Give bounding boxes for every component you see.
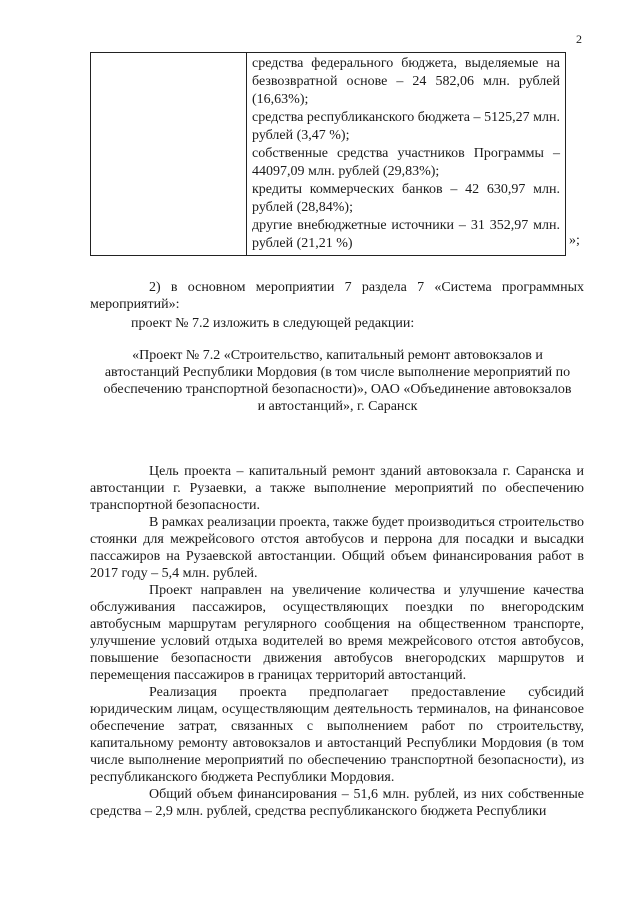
budget-table	[90, 52, 566, 256]
budget-table-row	[91, 53, 566, 256]
paragraph-subsidies: Реализация проекта предполагает предоставление субсидий юридическим лицам, осуществляющим деятельность терминалов, на финансовое обеспечение затрат, связанных с выполнением работ по строительству, капитальному ремонту автовокзалов и автостанций Республики Мордовия (в том числе выполнение мероприятий по обеспечению транспортной безопасности), из республиканского бюджета Республики Мордовия.	[90, 685, 584, 785]
amendment-intro-text: 2) в основном мероприятии 7 раздела 7 «Система программных мероприятий»:	[90, 280, 584, 312]
document-body	[90, 463, 584, 820]
paragraph-goal: Цель проекта – капитальный ремонт зданий автовокзала г. Саранска и автостанции г. Рузаевки, а также выполнение мероприятий по обеспечению транспортной безопасности.	[90, 464, 584, 513]
budget-line-participants: собственные средства участников Программы – 44097,09 млн. рублей (29,83%);	[252, 146, 560, 179]
paragraph-financing: Общий объем финансирования – 51,6 млн. рублей, из них собственные средства – 2,9 млн. рублей, средства республиканского бюджета Республики	[90, 787, 584, 819]
budget-table-right-cell	[247, 53, 566, 256]
project-title: «Проект № 7.2 «Строительство, капитальный ремонт автовокзалов и автостанций Республики Мордовия (в том числе выполнение мероприятий по обеспечению транспортной безопасности)», ОАО «Объединение автовокзалов и автостанций», г. Саранск	[103, 348, 572, 414]
budget-table-left-cell	[91, 53, 247, 256]
budget-line-federal: средства федерального бюджета, выделяемые на безвозвратной основе – 24 582,06 млн. рублей (16,63%);	[252, 56, 560, 107]
amendment-instruction: проект № 7.2 изложить в следующей редакции:	[131, 316, 415, 331]
budget-line-other-sources: другие внебюджетные источники – 31 352,97 млн. рублей (21,21 %)	[252, 218, 560, 251]
amendment-intro	[90, 279, 584, 313]
budget-line-bank-credits: кредиты коммерческих банков – 42 630,97 млн. рублей (28,84%);	[252, 182, 560, 215]
budget-line-republic: средства республиканского бюджета – 5125,27 млн. рублей (3,47 %);	[252, 110, 560, 143]
page-number: 2	[576, 32, 582, 46]
paragraph-scope: В рамках реализации проекта, также будет производиться строительство стоянки для межрейсового отстоя автобусов и перрона для посадки и высадки пассажиров на Рузаевской автостанции. Общий объем финансирования работ в 2017 году – 5,4 млн. рублей.	[90, 515, 584, 581]
paragraph-purpose: Проект направлен на увеличение количества и улучшение качества обслуживания пассажиров, осуществляющих поездки по внегородским автобусным маршрутам регулярного сообщения на общественном транспорте, улучшение условий отдыха водителей во время межрейсового отстоя автобусов, повышение безопасности движения автобусов внегородских маршрутов и перемещения пассажиров в границах территорий автостанций.	[90, 583, 584, 683]
table-closing-quote: »;	[569, 233, 580, 248]
